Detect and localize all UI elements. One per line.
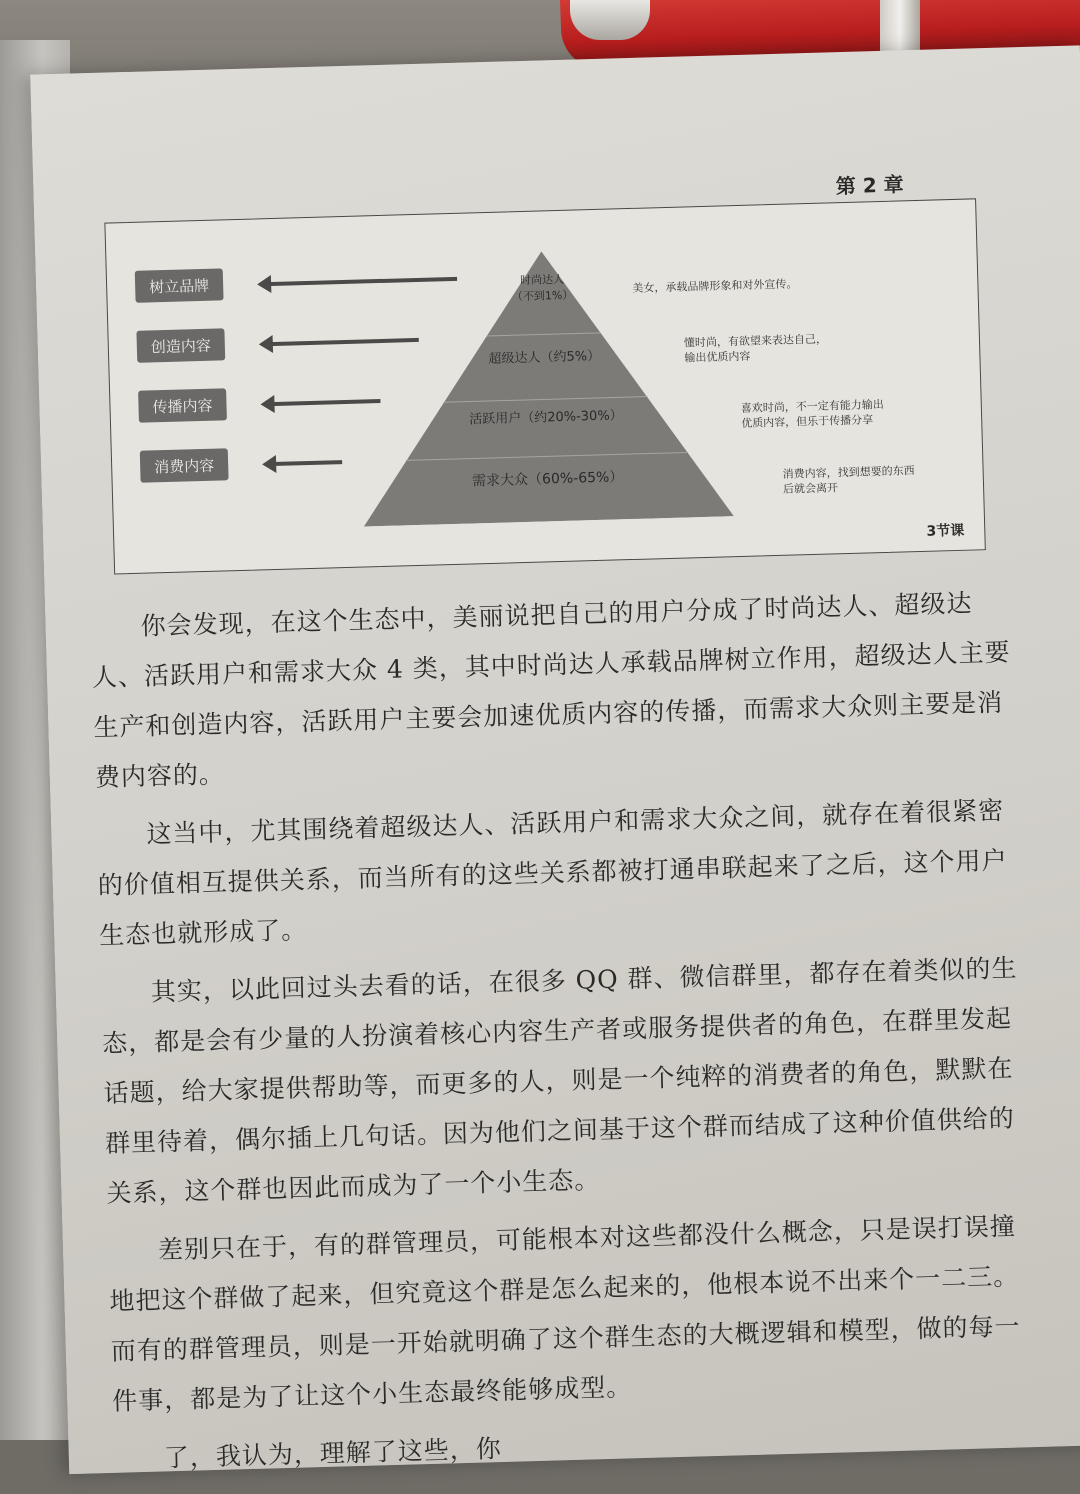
label-consume: 消费内容 (140, 448, 229, 482)
brand-logo: 3节课 (926, 520, 964, 541)
paragraph-3: 其实，以此回过头去看的话，在很多 QQ 群、微信群里，都存在着类似的生态，都是会有少量的人扮演着核心内容生产者或服务提供者的角色，在群里发起话题，给大家提供帮助等，而更多的人，则是一个纯粹的消费者的角色，默默在群里待着，偶尔插上几句话。因为他们之间基于这个群而结成了这种价值供给的关系，这个群也因此而成为了一个小生态。 (100, 943, 1027, 1219)
body-text (90, 578, 1034, 1493)
arrow-4 (272, 460, 342, 466)
tier-2-label: 超级达人（约5%） (464, 344, 624, 367)
label-spread: 传播内容 (138, 388, 227, 422)
pyramid-figure (104, 198, 985, 574)
book-page (30, 45, 1080, 1474)
chapter-number: 第 2 章 (835, 168, 904, 199)
tier-1-note: （不到1%） (492, 286, 592, 305)
tier-1-name: 时尚达人 (492, 270, 592, 289)
tier-1-desc: 美女，承载品牌形象和对外宣传。 (632, 275, 862, 296)
paragraph-4: 差别只在于，有的群管理员，可能根本对这些都没什么概念，只是误打误撞地把这个群做了起来，但究竟这个群是怎么起来的，他根本说不出来个一二三。而有的群管理员，则是一开始就明确了这个群生态的大概逻辑和模型，做的每一件事，都是为了让这个小生态最终能够成型。 (107, 1201, 1032, 1427)
tier-2-desc: 懂时尚，有欲望来表达自己，输出优质内容 (684, 331, 835, 365)
tier-3-label: 活跃用户（约20%-30%） (441, 403, 651, 428)
paragraph-1: 你会发现，在这个生态中，美丽说把自己的用户分成了时尚达人、超级达人、活跃用户和需求大众 4 类，其中时尚达人承载品牌树立作用，超级达人主要生产和创造内容，活跃用户主要会加速优质内容的传播，而需求大众则主要是消费内容的。 (90, 578, 1015, 804)
tier-1-label (492, 270, 593, 305)
pen-tip (570, 0, 650, 40)
tier-4-label: 需求大众（60%-65%） (422, 465, 672, 492)
tier-4-desc: 消费内容，找到想要的东西后就会离开 (782, 463, 923, 497)
paragraph-5: 了，我认为，理解了这些，你 (113, 1409, 1034, 1485)
tier-3-desc: 喜欢时尚，不一定有能力输出优质内容，但乐于传播分享 (741, 397, 892, 431)
paragraph-2: 这当中，尤其围绕着超级达人、活跃用户和需求大众之间，就存在着很紧密的价值相互提供关系，而当所有的这些关系都被打通串联起来了之后，这个用户生态也就形成了。 (96, 785, 1020, 961)
label-brand: 树立品牌 (135, 268, 224, 302)
label-create: 创造内容 (136, 328, 225, 362)
